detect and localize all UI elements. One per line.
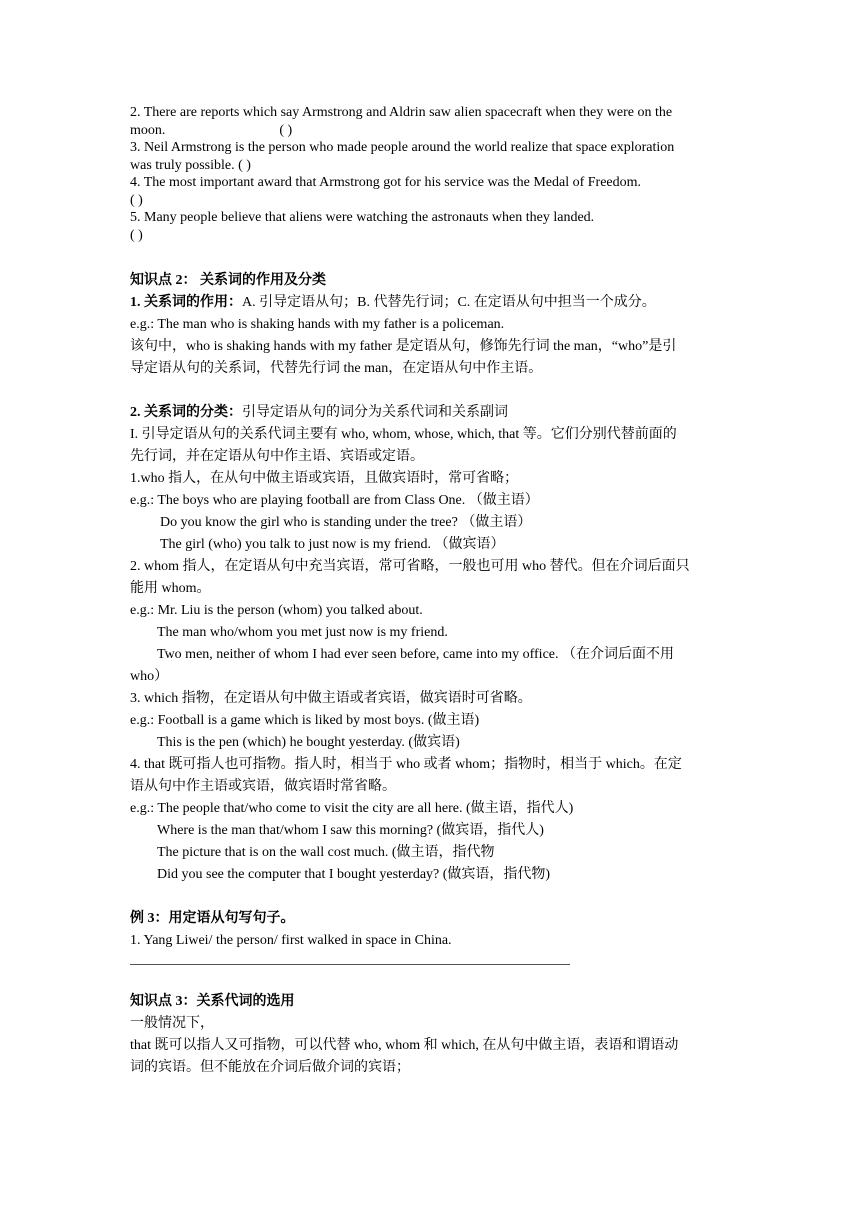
that-rule-2: 语从句中作主语或宾语，做宾语时常省略。	[130, 779, 396, 794]
judgment-item-3: 3. Neil Armstrong is the person who made people around the world realize that space exploration	[130, 140, 675, 155]
knowledge-point-2	[130, 270, 730, 1079]
which-example-2: This is the pen (which) he bought yesterday. (做宾语)	[157, 735, 460, 750]
kp2-title: 知识点 2： 关系词的作用及分类	[130, 273, 326, 288]
that-example-4: Did you see the computer that I bought yesterday? (做宾语，指代物)	[157, 867, 551, 882]
judgment-item-2-cont: moon. ( )	[130, 122, 293, 138]
who-example-1: e.g.: The boys who are playing football are from Class One. （做主语）	[130, 493, 539, 508]
who-example-2: Do you know the girl who is standing under the tree? （做主语）	[160, 515, 532, 530]
kp3-title: 知识点 3：关系代词的选用	[130, 994, 295, 1009]
kp2-eg1: e.g.: The man who is shaking hands with my father is a policeman.	[130, 317, 505, 332]
who-example-3: The girl (who) you talk to just now is my friend. （做宾语）	[160, 537, 505, 552]
which-rule: 3. which 指物，在定语从句中做主语或者宾语，做宾语时可省略。	[130, 691, 532, 706]
example-3-title: 例 3：用定语从句写句子。	[130, 911, 295, 926]
judgment-item-5-paren[interactable]: ( )	[130, 227, 143, 243]
who-rule: 1.who 指人，在从句中做主语或宾语，且做宾语时，常可省略；	[130, 471, 519, 486]
document-content	[130, 104, 730, 1079]
answer-line[interactable]	[130, 952, 570, 965]
judgment-item-2: 2. There are reports which say Armstrong and Aldrin saw alien spacecraft when they were on the	[130, 105, 673, 120]
whom-example-2: The man who/whom you met just now is my friend.	[157, 625, 448, 640]
judgment-item-5: 5. Many people believe that aliens were watching the astronauts when they landed.	[130, 210, 595, 225]
which-example-1: e.g.: Football is a game which is liked by most boys. (做主语)	[130, 713, 480, 728]
kp3-line-2: that 既可以指人又可指物，可以代替 who, whom 和 which, 在从句中做主语，表语和谓语动	[130, 1038, 679, 1053]
kp2-intro-2: 先行词，并在定语从句中作主语、宾语或定语。	[130, 449, 424, 464]
answer-paren[interactable]: ( )	[279, 122, 293, 138]
kp2-role: 1. 关系词的作用：A. 引导定语从句；B. 代替先行词；C. 在定语从句中担当一个成分。	[130, 295, 656, 310]
that-example-2: Where is the man that/whom I saw this morning? (做宾语，指代人)	[157, 823, 544, 838]
whom-rule-2: 能用 whom。	[130, 581, 211, 596]
whom-example-3: Two men, neither of whom I had ever seen before, came into my office. （在介词后面不用	[157, 647, 675, 662]
judgment-item-3-cont: was truly possible. ( )	[130, 157, 251, 173]
kp2-explain-2: 导定语从句的关系词，代替先行词 the man，在定语从句中作主语。	[130, 361, 543, 376]
kp2-classification: 2. 关系词的分类：引导定语从句的词分为关系代词和关系副词	[130, 405, 508, 420]
that-example-3: The picture that is on the wall cost much. (做主语，指代物	[157, 845, 495, 860]
judgment-item-4: 4. The most important award that Armstrong got for his service was the Medal of Freedom.	[130, 175, 642, 190]
that-rule-1: 4. that 既可指人也可指物。指人时，相当于 who 或者 whom；指物时，相当于 which。在定	[130, 757, 682, 772]
that-example-1: e.g.: The people that/who come to visit the city are all here. (做主语，指代人)	[130, 801, 574, 816]
whom-rule-1: 2. whom 指人，在定语从句中充当宾语，常可省略，一般也可用 who 替代。但在介词后面只	[130, 559, 690, 574]
whom-example-1: e.g.: Mr. Liu is the person (whom) you talked about.	[130, 603, 423, 618]
kp3-line-1: 一般情况下，	[130, 1016, 214, 1031]
whom-example-3-cont: who）	[130, 669, 169, 684]
kp2-explain-1: 该句中，who is shaking hands with my father 是定语从句，修饰先行词 the man，“who”是引	[130, 339, 677, 354]
example-3-item-1: 1. Yang Liwei/ the person/ first walked in space in China.	[130, 933, 452, 948]
kp3-line-3: 词的宾语。但不能放在介词后做介词的宾语；	[130, 1060, 410, 1075]
judgment-item-4-paren[interactable]: ( )	[130, 192, 143, 208]
kp2-intro-1: I. 引导定语从句的关系代词主要有 who, whom, whose, which, that 等。它们分别代替前面的	[130, 427, 677, 442]
